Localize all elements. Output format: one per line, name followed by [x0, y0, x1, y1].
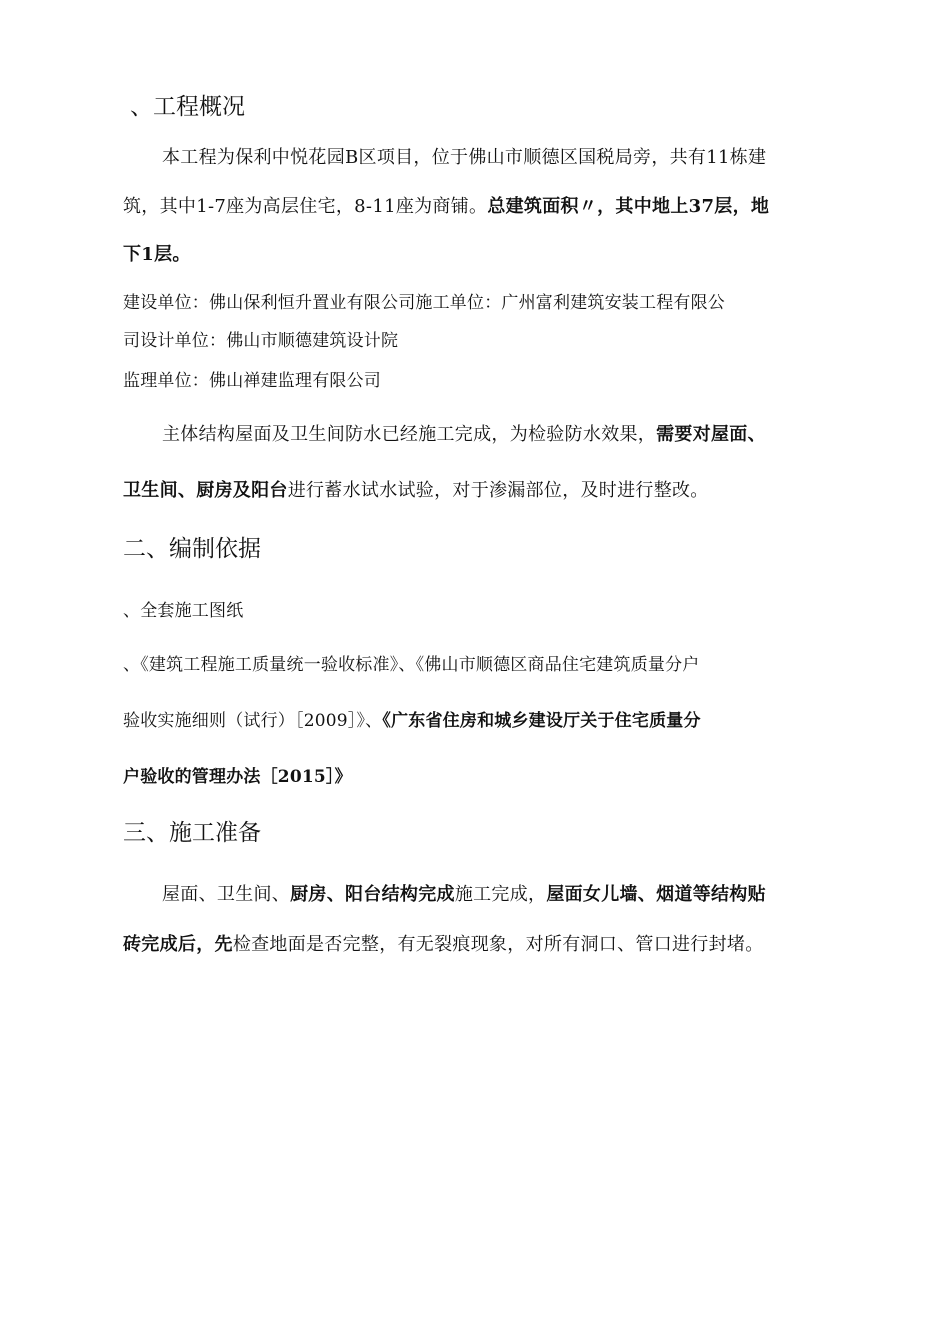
units-line-3: 监理单位：佛山禅建监理有限公司	[123, 371, 381, 391]
purpose-line-1	[162, 420, 766, 446]
overview-line-2	[123, 192, 769, 218]
overview-line-2-bold: 总建筑面积〃，其中地上37层，地	[487, 196, 770, 217]
overview-line-2-normal: 筑，其中1-7座为高层住宅，8-11座为商铺。	[123, 196, 488, 217]
purpose-line-1-bold: 需要对屋面、	[656, 424, 766, 445]
overview-line-3: 下1层。	[123, 244, 191, 265]
prep-line-2-bold: 砖完成后，先	[123, 934, 233, 955]
overview-line-1: 本工程为保利中悦花园B区项目，位于佛山市顺德区国税局旁，共有11栋建	[162, 147, 767, 168]
prep-line-1-bold-a: 厨房、阳台结构完成	[290, 884, 455, 905]
purpose-line-2-bold: 卫生间、厨房及阳台	[123, 480, 288, 501]
section-heading-preparation: 三、施工准备	[123, 820, 261, 846]
units-line-1: 建设单位：佛山保利恒升置业有限公司施工单位：广州富利建筑安装工程有限公	[123, 293, 725, 313]
prep-line-2-normal: 检查地面是否完整，有无裂痕现象，对所有洞口、管口进行封堵。	[232, 934, 764, 955]
prep-line-1-normal-b: 施工完成，	[454, 884, 547, 905]
prep-line-1-bold-b: 屋面女儿墙、烟道等结构贴	[546, 884, 766, 905]
units-line-2: 司设计单位：佛山市顺德建筑设计院	[123, 331, 399, 351]
section-heading-basis: 二、编制依据	[123, 536, 261, 562]
prep-line-1	[162, 880, 766, 906]
basis-item-1: 、全套施工图纸	[123, 601, 244, 621]
purpose-line-1-normal: 主体结构屋面及卫生间防水已经施工完成，为检验防水效果，	[162, 424, 657, 445]
prep-line-1-normal-a: 屋面、卫生间、	[162, 884, 291, 905]
basis-item-2-line-2-normal: 验收实施细则（试行）［2009］》、	[123, 711, 383, 731]
basis-item-2-line-2-bold: 《广东省住房和城乡建设厅关于住宅质量分	[382, 711, 701, 731]
prep-line-2	[123, 930, 764, 956]
basis-item-2-line-3: 户验收的管理办法［2015］》	[123, 767, 352, 787]
basis-item-2-line-1: 、《建筑工程施工质量统一验收标准》、《佛山市顺德区商品住宅建筑质量分户	[123, 655, 700, 675]
basis-item-2-line-2	[123, 706, 701, 731]
section-heading-overview: 、工程概况	[130, 94, 245, 120]
purpose-line-2	[123, 476, 709, 502]
purpose-line-2-normal: 进行蓄水试水试验，对于渗漏部位，及时进行整改。	[287, 480, 709, 501]
